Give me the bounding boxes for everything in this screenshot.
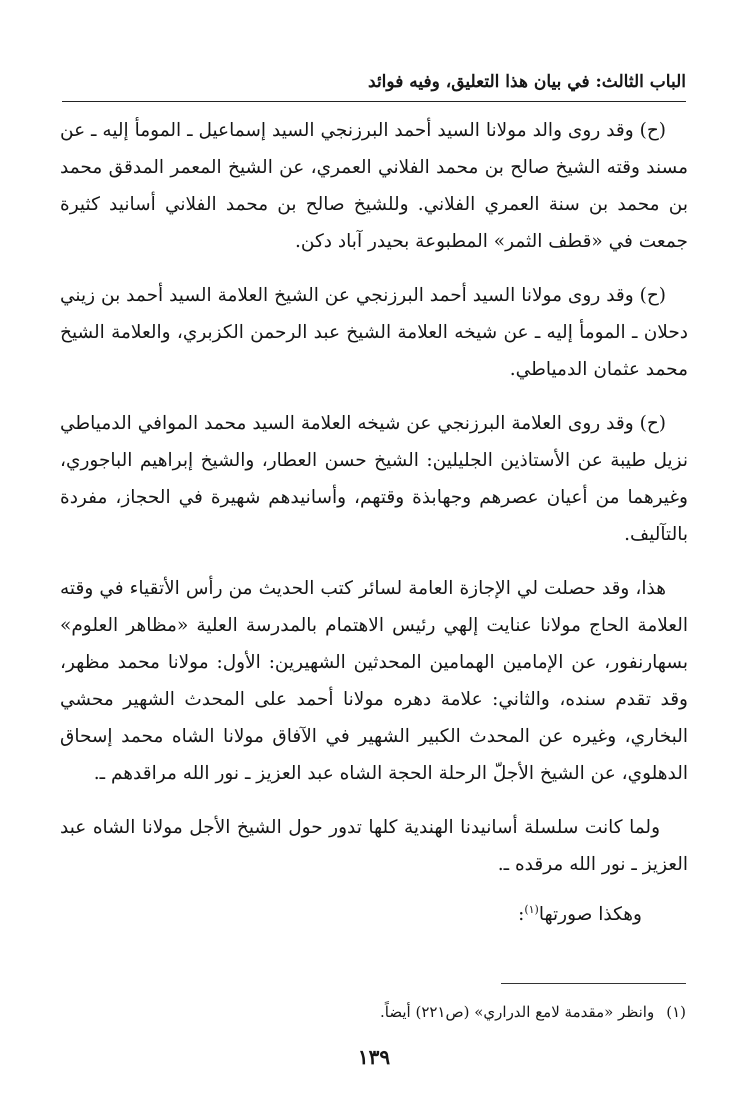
running-header: الباب الثالث: في بيان هذا التعليق، وفيه فوائد bbox=[368, 72, 686, 92]
paragraph-3: (ح) وقد روى العلامة البرزنجي عن شيخه العلامة السيد محمد الموافي الدمياطي نزيل طيبة عن الأستاذين الجليلين: الشيخ حسن العطار، والشيخ إبراهيم الباجوري، وغيرهما من أعيان عصرهم وجهابذة وقتهم، وأسانيدهم شهيرة في الحجاز، مفردة بالتآليف. bbox=[60, 413, 688, 545]
paragraph-4: هذا، وقد حصلت لي الإجازة العامة لسائر كتب الحديث من رأس الأتقياء في وقته العلامة الحاج مولانا عنايت إلهي رئيس الاهتمام بالمدرسة العلية «مظاهر العلوم» بسهارنفور، عن الإمامين الهمامين المحدثين الشهيرين: الأول: مولانا محمد مظهر، وقد تقدم سنده، والثاني: علامة دهره مولانا أحمد على المحدث الشهير محشي البخاري، وغيره عن المحدث الكبير الشهير في الآفاق مولانا الشاه محمد إسحاق الدهلوي، عن الشيخ الأجلّ الرحلة الحجة الشاه عبد العزيز ـ نور الله مراقدهم ـ. bbox=[60, 578, 688, 784]
closing-line bbox=[60, 896, 688, 933]
paragraph-2: (ح) وقد روى مولانا السيد أحمد البرزنجي عن الشيخ العلامة السيد أحمد بن زيني دحلان ـ المومأ إليه ـ عن شيخه العلامة الشيخ عبد الرحمن الكزبري، والعلامة الشيخ محمد عثمان الدمياطي. bbox=[60, 285, 688, 380]
paragraph-5: ولما كانت سلسلة أسانيدنا الهندية كلها تدور حول الشيخ الأجل مولانا الشاه عبد العزيز ـ نور الله مرقده ـ. bbox=[60, 817, 688, 875]
paragraph-1: (ح) وقد روى والد مولانا السيد أحمد البرزنجي السيد إسماعيل ـ المومأ إليه ـ عن مسند وقته الشيخ صالح بن محمد الفلاني العمري، عن الشيخ المعمر المدقق محمد بن محمد بن سنة العمري الفلاني. وللشيخ صالح بن محمد الفلاني أسانيد كثيرة جمعت في «قطف الثمر» المطبوعة بحيدر آباد دكن. bbox=[60, 120, 688, 252]
body-text bbox=[60, 112, 688, 950]
footnote-number: (١) bbox=[666, 1003, 686, 1021]
closing-colon: : bbox=[518, 904, 525, 925]
footnote-ref[interactable]: (١) bbox=[524, 902, 539, 916]
footnote-rule bbox=[501, 983, 686, 984]
footnote bbox=[62, 1000, 686, 1024]
footnote-text: وانظر «مقدمة لامع الدراري» (ص٢٢١) أيضاً. bbox=[380, 1003, 655, 1021]
page-number: ١٣٩ bbox=[357, 1045, 391, 1069]
closing-text: وهكذا صورتها bbox=[538, 904, 642, 925]
header-rule bbox=[62, 101, 686, 102]
